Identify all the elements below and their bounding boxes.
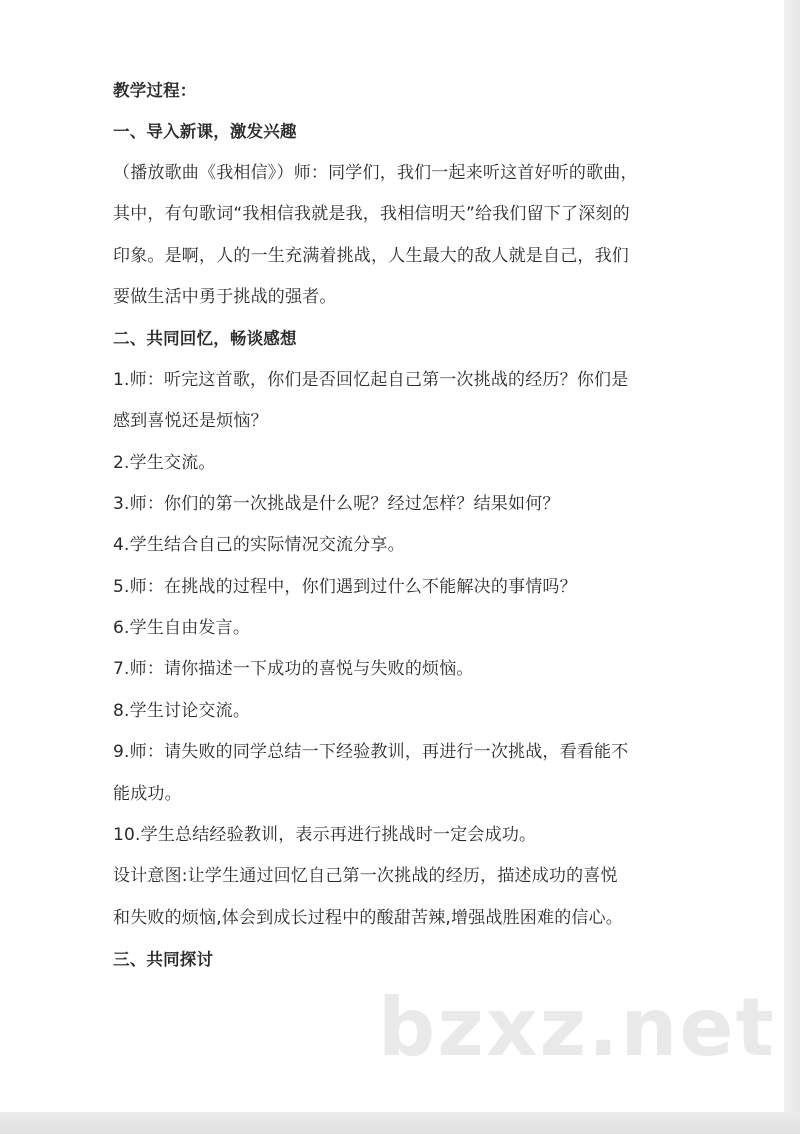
list-item-line: 2.学生交流。 [113,452,216,473]
list-item-line: 5.师：在挑战的过程中，你们遇到过什么不能解决的事情吗？ [113,576,577,597]
paragraph-line: 其中，有句歌词“我相信我就是我，我相信明天”给我们留下了深刻的 [113,204,630,225]
list-item-line: 6.学生自由发言。 [113,618,251,639]
paragraph-line: 要做生活中勇于挑战的强者。 [113,286,337,307]
section-heading: 一、导入新课，激发兴趣 [113,122,297,142]
list-item-line: 8.学生讨论交流。 [113,700,251,721]
list-item-line: 感到喜悦还是烦恼？ [113,411,268,432]
document-body [113,70,713,981]
list-item-line: 能成功。 [113,783,182,804]
list-item-line: 7.师：请你描述一下成功的喜悦与失败的烦恼。 [113,659,474,680]
section-heading: 二、共同回忆，畅谈感想 [113,329,297,349]
page-edge-right [784,0,800,1134]
design-intent-line: 和失败的烦恼,体会到成长过程中的酸甜苦辣,增强战胜困难的信心。 [113,907,624,928]
page-edge-bottom [0,1112,800,1134]
paragraph-line: （播放歌曲《我相信》）师：同学们，我们一起来听这首好听的歌曲， [113,162,638,183]
paragraph-line: 印象。是啊，人的一生充满着挑战，人生最大的敌人就是自己，我们 [113,245,629,266]
watermark: bzxz.net [378,981,776,1074]
list-item-line: 9.师：请失败的同学总结一下经验教训，再进行一次挑战，看看能不 [113,742,629,763]
list-item-line: 10.学生总结经验教训，表示再进行挑战时一定会成功。 [113,825,537,846]
list-item-line: 1.师：听完这首歌，你们是否回忆起自己第一次挑战的经历？你们是 [113,369,629,390]
section-heading: 教学过程： [113,81,197,100]
list-item-line: 3.师：你们的第一次挑战是什么呢？经过怎样？结果如何？ [113,493,560,514]
design-intent-line: 设计意图:让学生通过回忆自己第一次挑战的经历，描述成功的喜悦 [113,866,618,887]
list-item-line: 4.学生结合自己的实际情况交流分享。 [113,535,405,556]
section-heading: 三、共同探讨 [113,950,214,970]
